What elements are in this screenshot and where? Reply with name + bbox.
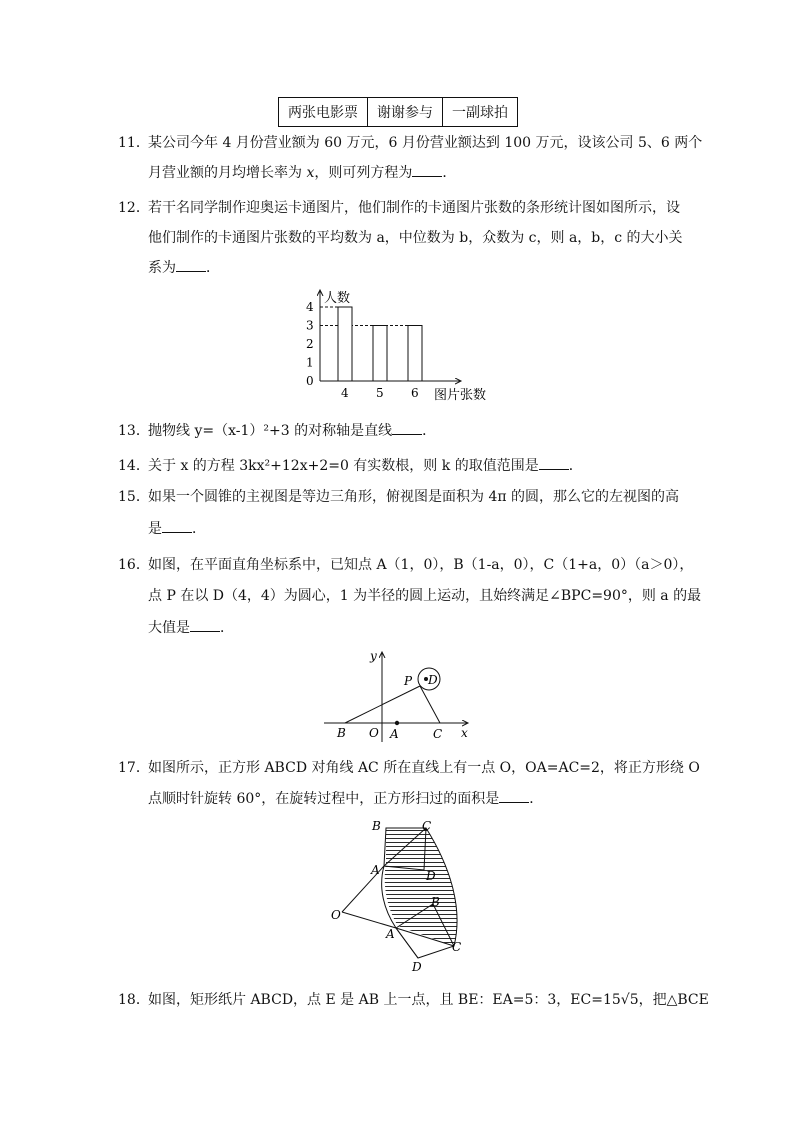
- question-text: 关于 x 的方程 3kx²+12x+2=0 有实数根，则 k 的取值范围是: [148, 458, 539, 474]
- question-text: 系为: [148, 260, 176, 276]
- label-x: x: [461, 726, 468, 740]
- label-a1: A: [371, 863, 380, 877]
- point-a: [395, 721, 399, 725]
- answer-blank[interactable]: [162, 518, 192, 533]
- punctuation: ．: [568, 458, 583, 474]
- answer-blank[interactable]: [190, 617, 220, 632]
- label-a: A: [390, 727, 399, 741]
- bar-4: [338, 307, 352, 381]
- label-d1: D: [426, 869, 436, 883]
- label-d: D: [428, 673, 438, 687]
- y-tick-label: 3: [306, 318, 314, 333]
- label-o: O: [331, 908, 341, 922]
- question-text: 大值是: [148, 620, 190, 636]
- question-text: 如图所示，正方形 ABCD 对角线 AC 所在直线上有一点 O，OA=AC=2，将正方形绕 O: [148, 760, 700, 776]
- punctuation: ．: [192, 521, 206, 537]
- rotation-diagram: [326, 818, 476, 980]
- x-tick-label: 5: [376, 386, 384, 400]
- answer-blank[interactable]: [176, 257, 206, 272]
- label-o: O: [369, 726, 379, 740]
- y-tick-label: 0: [306, 374, 314, 388]
- segment-ad-rotated: [396, 928, 418, 958]
- question-text: 某公司今年 4 月份营业额为 60 万元，6 月份营业额达到 100 万元，设该公司 5、6 两个: [148, 135, 703, 151]
- prize-table: [278, 97, 518, 127]
- question-text: 如果一个圆锥的主视图是等边三角形，俯视图是面积为 4π 的圆，那么它的左视图的高: [148, 489, 680, 505]
- question-text: 若干名同学制作迎奥运卡通图片，他们制作的卡通图片张数的条形统计图如图所示，设: [148, 200, 680, 216]
- question-text: 是: [148, 521, 162, 537]
- answer-blank[interactable]: [539, 455, 569, 470]
- question-number: 17．: [118, 760, 150, 776]
- question-number: 12．: [118, 200, 150, 216]
- bar-chart: [296, 284, 506, 406]
- question-text: 如图，在平面直角坐标系中，已知点 A（1，0），B（1-a，0），C（1+a，0）（a＞0），: [148, 557, 694, 573]
- question-text: 如图，矩形纸片 ABCD，点 E 是 AB 上一点，且 BE：EA=5：3，EC=15√5，把△BCE: [148, 992, 709, 1008]
- segment-pc: [420, 686, 440, 723]
- bar-6: [408, 326, 422, 382]
- prize-cell-racket: 一副球拍: [443, 98, 518, 127]
- y-tick-label: 1: [306, 355, 314, 370]
- punctuation: ．: [442, 165, 457, 181]
- question-number: 13．: [118, 423, 150, 439]
- label-b1: B: [372, 819, 381, 833]
- question-text: 他们制作的卡通图片张数的平均数为 a，中位数为 b，众数为 c，则 a，b，c 的大小关: [148, 230, 683, 246]
- label-c2: C: [452, 940, 462, 954]
- x-tick-label: 4: [341, 386, 349, 400]
- x-axis-label: 图片张数: [434, 388, 487, 403]
- label-b: B: [337, 726, 346, 740]
- question-text-line: [148, 451, 583, 481]
- answer-blank[interactable]: [392, 420, 422, 435]
- label-d2: D: [412, 960, 422, 974]
- question-text-line3: [148, 613, 234, 643]
- label-c1: C: [422, 819, 432, 833]
- question-number: 11．: [118, 135, 150, 151]
- coordinate-diagram: [320, 646, 480, 746]
- bar-5: [373, 326, 387, 382]
- question-text-line: [148, 416, 436, 446]
- question-text: 抛物线 y=（x-1）²+3 的对称轴是直线: [148, 423, 393, 439]
- answer-blank[interactable]: [499, 788, 529, 803]
- question-number: 14．: [118, 458, 150, 474]
- label-b2: B: [431, 895, 440, 909]
- punctuation: ．: [220, 620, 234, 636]
- question-number: 15．: [118, 489, 150, 505]
- variable-x: x: [306, 165, 315, 181]
- question-text-line2: [148, 784, 543, 814]
- label-a2: A: [386, 927, 395, 941]
- answer-blank[interactable]: [412, 162, 442, 177]
- question-text: 点顺时针旋转 60°，在旋转过程中，正方形扫过的面积是: [148, 791, 500, 807]
- question-text-line3: [148, 253, 220, 283]
- prize-cell-movie-tickets: 两张电影票: [279, 98, 368, 127]
- punctuation: ．: [529, 791, 544, 807]
- label-y: y: [370, 649, 377, 663]
- question-text: 点 P 在以 D（4，4）为圆心，1 为半径的圆上运动，且始终满足∠BPC=90°，则 a 的最: [148, 588, 702, 604]
- x-tick-label: 6: [411, 386, 419, 400]
- label-c: C: [433, 727, 443, 741]
- y-tick-label: 4: [306, 300, 314, 314]
- question-text-line2: [148, 158, 456, 188]
- question-number: 16．: [118, 557, 150, 573]
- y-axis-label: 人数: [324, 291, 351, 306]
- prize-cell-thanks: 谢谢参与: [368, 98, 443, 127]
- question-text: 月营业额的月均增长率为: [148, 165, 307, 181]
- punctuation: ．: [206, 260, 220, 276]
- question-text: ，则可列方程为: [314, 165, 413, 181]
- question-text-line2: [148, 514, 206, 544]
- label-p: P: [404, 674, 413, 688]
- punctuation: ．: [422, 423, 437, 439]
- question-number: 18．: [118, 992, 150, 1008]
- y-tick-label: 2: [306, 337, 314, 351]
